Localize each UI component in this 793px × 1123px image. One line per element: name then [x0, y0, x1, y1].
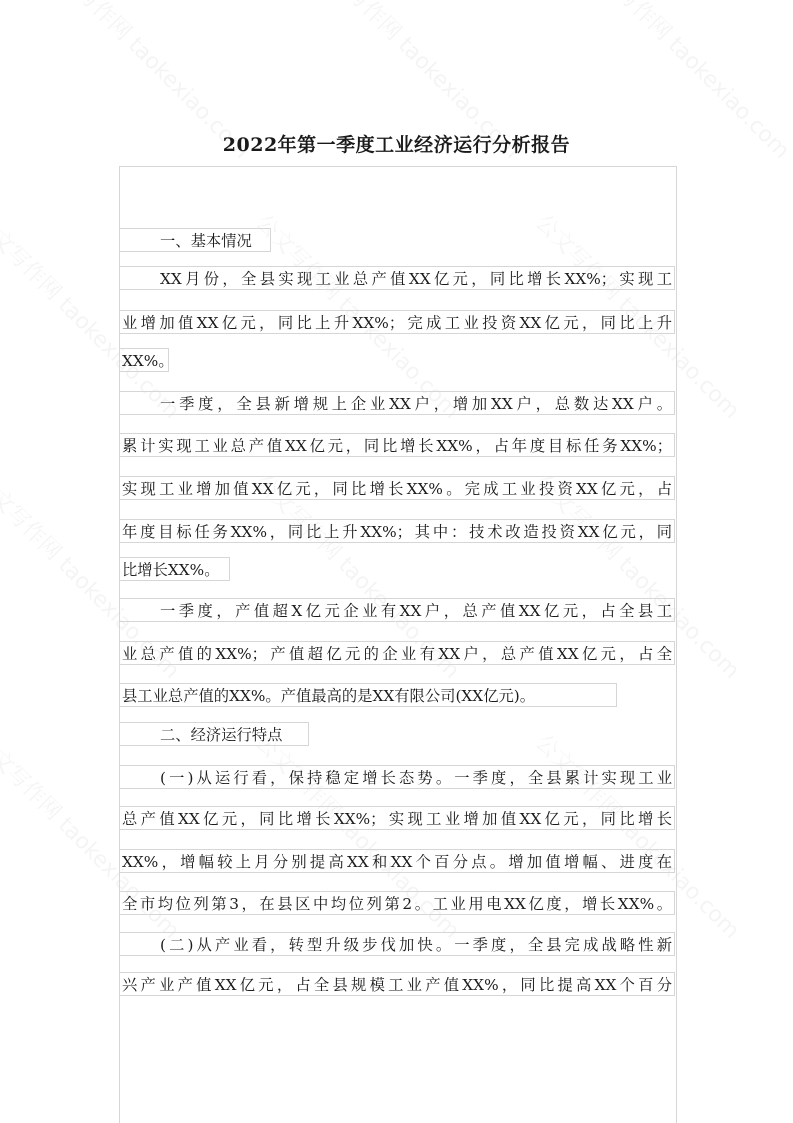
paragraph-line: XX%。 — [119, 348, 169, 372]
paragraph-line: 一季度，全县新增规上企业XX户，增加XX户，总数达XX户。 — [119, 391, 675, 415]
paragraph-line: 兴产业产值XX亿元，占全县规模工业产值XX%，同比提高XX个百分 — [119, 972, 675, 996]
document-title: 2022年第一季度工业经济运行分析报告 — [222, 134, 571, 156]
paragraph-line: 累计实现工业总产值XX亿元，同比增长XX%，占年度目标任务XX%； — [119, 433, 675, 457]
section-heading-features: 二、经济运行特点 — [119, 722, 309, 746]
paragraph-line: (二)从产业看，转型升级步伐加快。一季度，全县完成战略性新 — [119, 932, 675, 956]
paragraph-line: 全市均位列第3，在县区中均位列第2。工业用电XX亿度，增长XX%。 — [119, 891, 675, 915]
paragraph-line: 年度目标任务XX%，同比上升XX%；其中：技术改造投资XX亿元，同 — [119, 519, 675, 543]
paragraph-line: 一季度，产值超X亿元企业有XX户，总产值XX亿元，占全县工 — [119, 598, 675, 622]
paragraph-line: 实现工业增加值XX亿元，同比增长XX%。完成工业投资XX亿元，占 — [119, 476, 675, 500]
paragraph-line: 业增加值XX亿元，同比上升XX%；完成工业投资XX亿元，同比上升 — [119, 310, 675, 334]
paragraph-line: XX%，增幅较上月分别提高XX和XX个百分点。增加值增幅、进度在 — [119, 849, 675, 873]
section-heading-basic: 一、基本情况 — [119, 228, 271, 252]
paragraph-line: 县工业总产值的XX%。产值最高的是XX有限公司(XX亿元)。 — [119, 683, 617, 707]
paragraph-line: 总产值XX亿元，同比增长XX%；实现工业增加值XX亿元，同比增长 — [119, 806, 675, 830]
paragraph-line: 业总产值的XX%；产值超亿元的企业有XX户，总产值XX亿元，占全 — [119, 641, 675, 665]
paragraph-line: (一)从运行看，保持稳定增长态势。一季度，全县累计实现工业 — [119, 765, 675, 789]
paragraph-line: 比增长XX%。 — [119, 557, 230, 581]
paragraph-line: XX月份，全县实现工业总产值XX亿元，同比增长XX%；实现工 — [119, 266, 675, 290]
